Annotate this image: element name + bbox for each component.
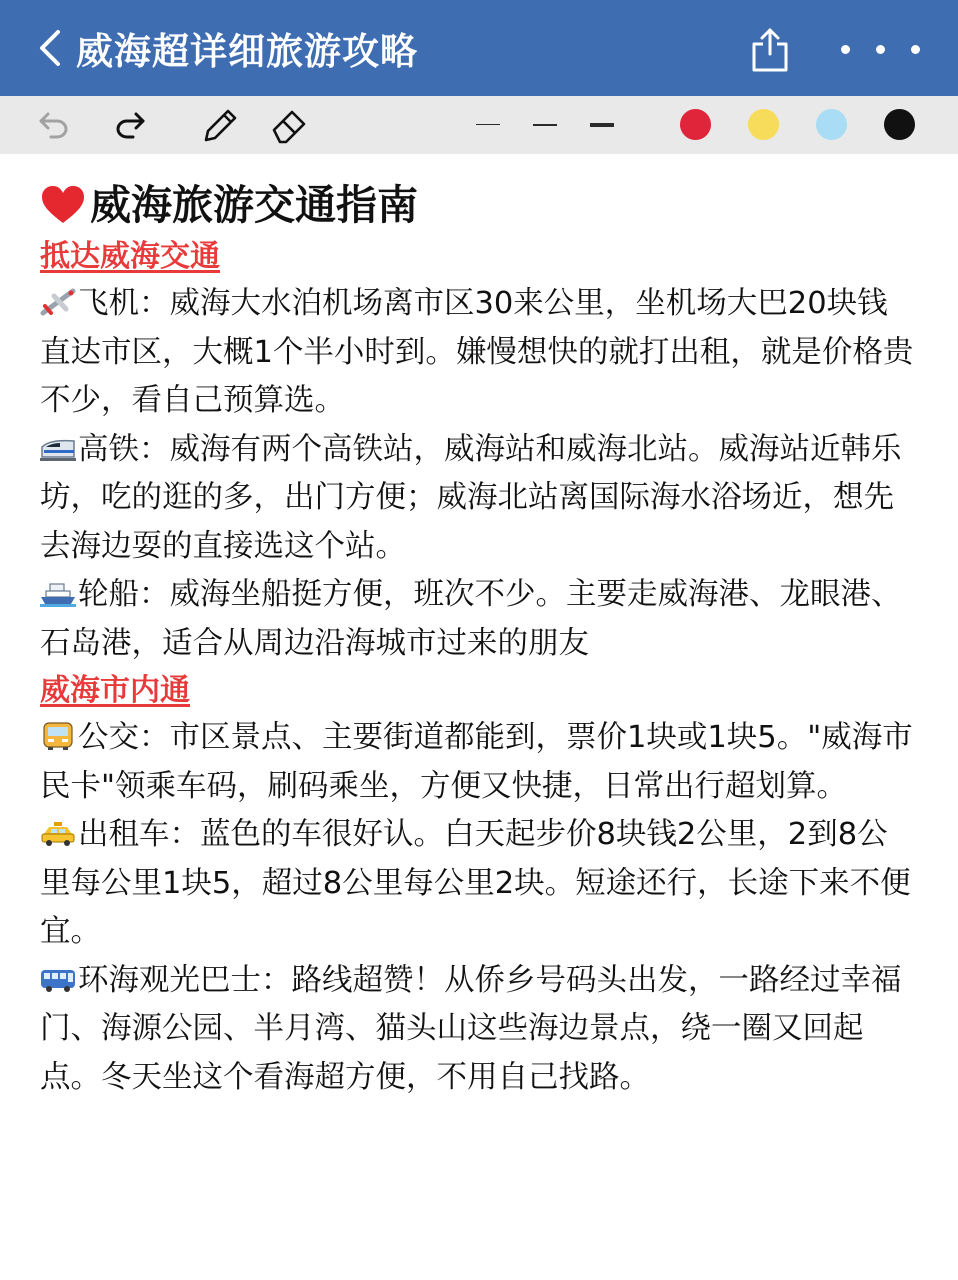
color-swatch-red[interactable] [680,109,711,140]
section-title-arrival: 抵达威海交通 [40,239,220,274]
color-swatch-black[interactable] [884,109,915,140]
back-arrow-icon[interactable] [32,28,72,68]
note-content [0,154,958,1102]
share-icon[interactable] [750,26,790,74]
pencil-icon[interactable] [200,106,240,144]
eraser-icon[interactable] [270,106,310,144]
undo-icon[interactable] [38,110,70,140]
ship-icon [40,578,76,608]
tour-bus-icon [40,964,76,994]
more-options-icon[interactable] [841,45,920,54]
item-bullet-train: 高铁：威海有两个高铁站，威海站和威海北站。威海站近韩乐坊，吃的逛的多，出门方便；威海北站离国际海水浴场近，想先去海边耍的直接选这个站。 [40,431,902,564]
redo-icon[interactable] [114,110,146,140]
section-title-local: 威海市内通 [40,673,190,708]
article-heading [40,176,918,234]
item-taxi: 出租车：蓝色的车很好认。白天起步价8块钱2公里，2到8公里每公里1块5，超过8公里每公里2块。短途还行，长途下来不便宜。 [40,817,911,949]
item-bus: 公交：市区景点、主要街道都能到，票价1块或1块5。"威海市民卡"领乘车码，刷码乘坐，方便又快捷，日常出行超划算。 [40,720,913,804]
medium-line-icon[interactable] [533,124,557,126]
app-header [0,0,958,96]
taxi-icon [40,818,76,848]
page-title: 威海超详细旅游攻略 [76,30,418,73]
bus-icon [40,721,76,751]
airplane-icon [40,287,76,317]
thick-line-icon[interactable] [590,123,614,127]
thin-line-icon[interactable] [476,124,500,125]
drawing-toolbar [0,96,958,154]
item-airplane: 飞机：威海大水泊机场离市区30来公里，坐机场大巴20块钱直达市区，大概1个半小时到。嫌慢想快的就打出租，就是价格贵不少，看自己预算选。 [40,286,914,418]
color-swatch-yellow[interactable] [748,109,779,140]
item-ship: 轮船：威海坐船挺方便，班次不少。主要走威海港、龙眼港、石岛港，适合从周边沿海城市过来的朋友 [40,577,902,661]
article-heading-text: 威海旅游交通指南 [90,181,418,229]
bullet-train-icon [40,433,76,463]
color-swatch-blue[interactable] [816,109,847,140]
item-tour-bus: 环海观光巴士：路线超赞！从侨乡号码头出发，一路经过幸福门、海源公园、半月湾、猫头山这些海边景点，绕一圈又回起点。冬天坐这个看海超方便，不用自己找路。 [40,962,902,1095]
heart-icon [40,185,86,225]
